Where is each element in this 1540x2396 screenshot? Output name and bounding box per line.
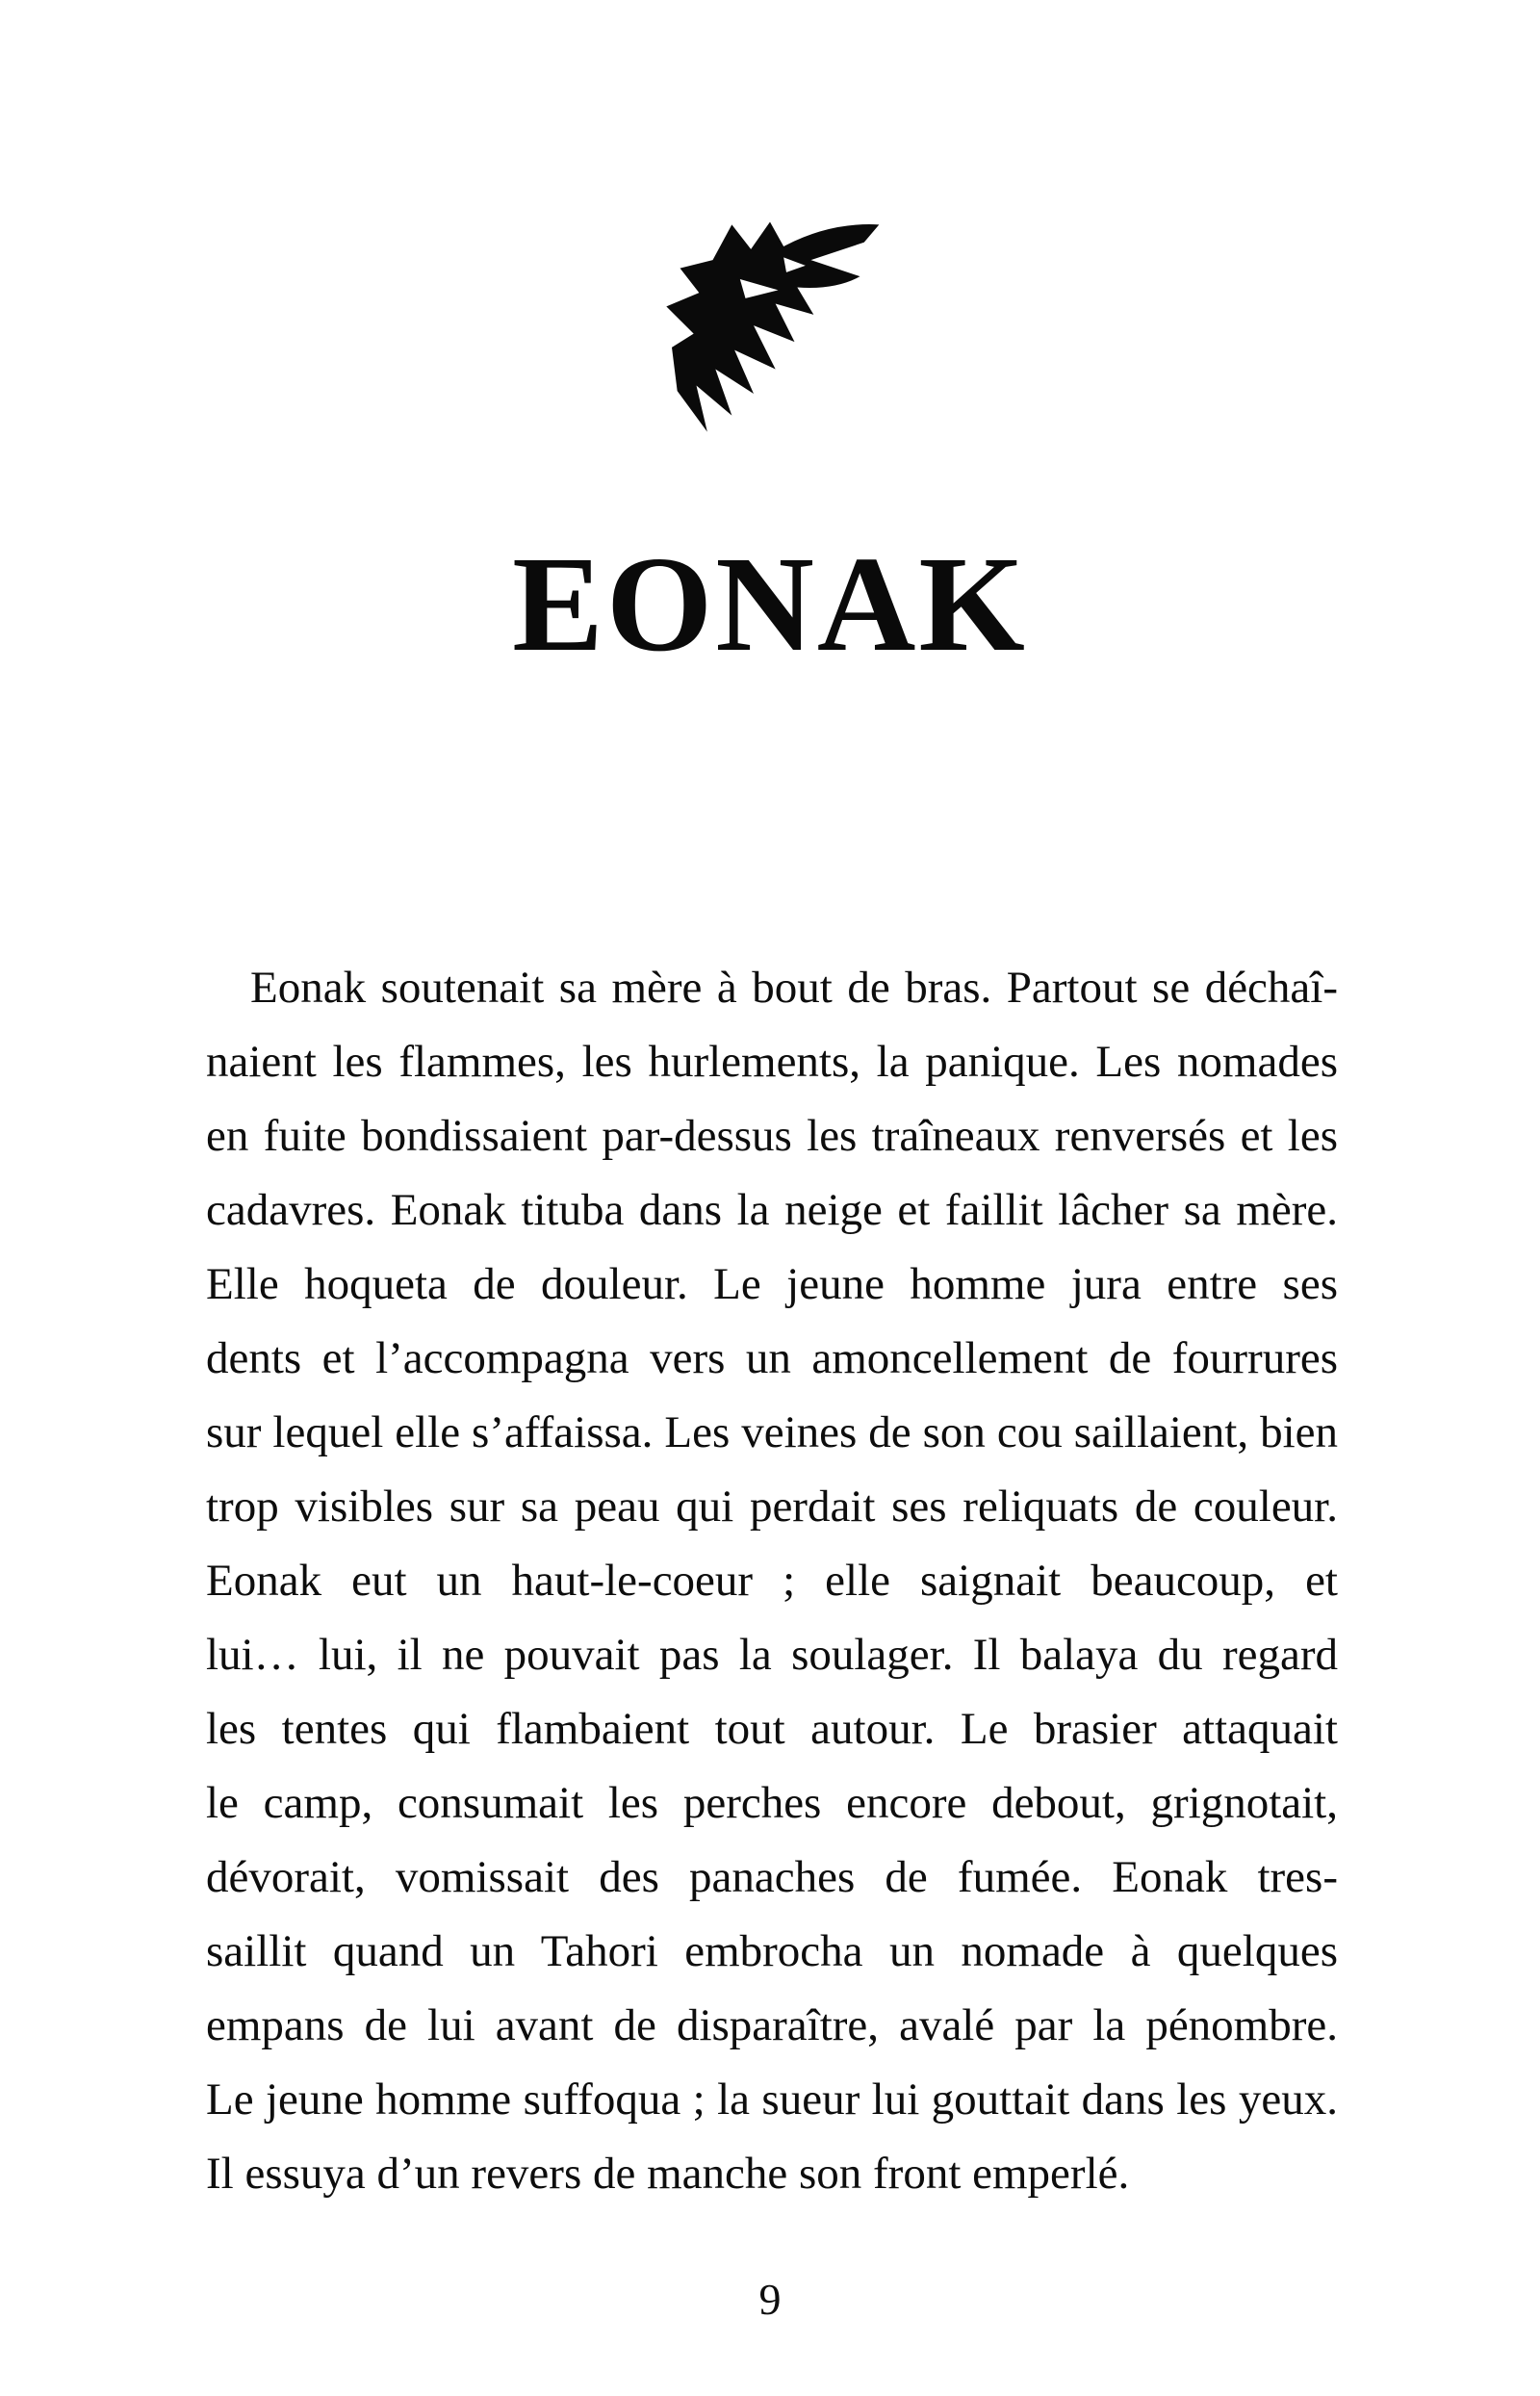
text-line: le camp, consumait les perches encore debout, grignotait, bbox=[206, 1778, 1338, 1828]
text-line: dévorait, vomissait des panaches de fumée. Eonak tres- bbox=[206, 1852, 1338, 1902]
page-number: 9 bbox=[758, 2275, 782, 2324]
text-line: sur lequel elle s’affaissa. Les veines de son cou saillaient, bien bbox=[206, 1407, 1338, 1457]
text-line: Elle hoqueta de douleur. Le jeune homme jura entre ses bbox=[206, 1259, 1338, 1309]
text-line: dents et l’accompagna vers un amoncellement de fourrures bbox=[206, 1333, 1338, 1383]
text-line: Eonak soutenait sa mère à bout de bras. Partout se déchaî- bbox=[250, 963, 1338, 1013]
text-line: lui… lui, il ne pouvait pas la soulager. Il balaya du regard bbox=[206, 1630, 1338, 1680]
text-line: les tentes qui flambaient tout autour. Le brasier attaquait bbox=[206, 1704, 1338, 1754]
text-line: Le jeune homme suffoqua ; la sueur lui gouttait dans les yeux. bbox=[206, 2074, 1338, 2125]
chapter-title: EONAK bbox=[512, 528, 1028, 680]
text-line: empans de lui avant de disparaître, avalé par la pénombre. bbox=[206, 2000, 1338, 2050]
text-line: naient les flammes, les hurlements, la panique. Les nomades bbox=[206, 1037, 1338, 1087]
text-line: cadavres. Eonak tituba dans la neige et faillit lâcher sa mère. bbox=[206, 1185, 1338, 1235]
wolf-head-icon bbox=[639, 214, 901, 443]
body-text bbox=[206, 951, 1338, 2211]
text-line: saillit quand un Tahori embrocha un nomade à quelques bbox=[206, 1926, 1338, 1976]
text-line: Eonak eut un haut-le-coeur ; elle saignait beaucoup, et bbox=[206, 1556, 1338, 1606]
text-line: trop visibles sur sa peau qui perdait ses reliquats de couleur. bbox=[206, 1481, 1338, 1532]
text-line: en fuite bondissaient par-dessus les traîneaux renversés et les bbox=[206, 1111, 1338, 1161]
text-line: Il essuya d’un revers de manche son front emperlé. bbox=[206, 2149, 1130, 2199]
